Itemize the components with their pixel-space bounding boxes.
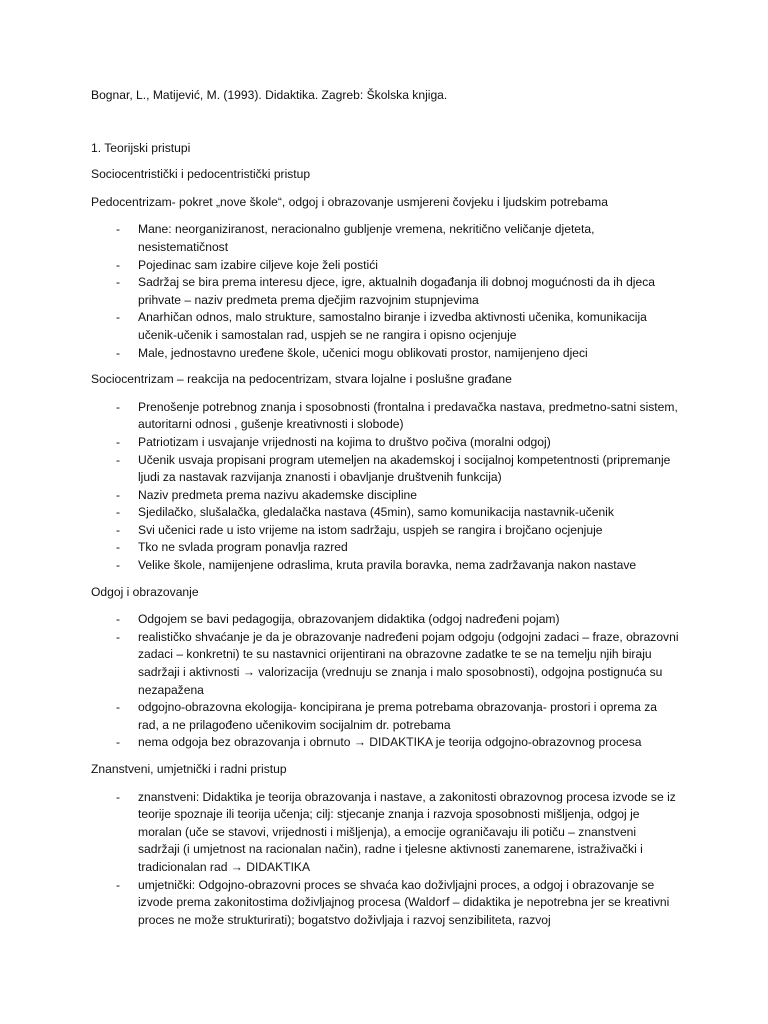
- pedocentrizam-list: [91, 221, 681, 362]
- list-item: [91, 221, 681, 256]
- list-item-text: Velike škole, namijenjene odraslima, kruta pravila boravka, nema zadržavanja nakon nastave: [138, 558, 637, 573]
- sociocentrizam-list: [91, 399, 681, 575]
- list-item-text: Naziv predmeta prema nazivu akademske discipline: [138, 487, 417, 502]
- list-item-text: realističko shvaćanje je da je obrazovanje nadređeni pojam odgoju (odgojni zadaci – fraze, obrazovni zadaci – konkretni) te su nastavnici orijentirani na obrazovne zadatke te se na temelju njih biraju sadržaji i aktivnosti → valorizacija (vrednuju se znanja i malo sposobnosti), odgojna postignuća su nezapažena: [138, 629, 679, 697]
- list-item-text: Mane: neorganiziranost, neracionalno gubljenje vremena, nekritično veličanje djeteta, nesistematičnost: [138, 222, 595, 254]
- list-item: [91, 345, 681, 363]
- list-item: [91, 434, 681, 452]
- pristupi-list: [91, 789, 681, 930]
- list-item-text: Odgojem se bavi pedagogija, obrazovanjem didaktika (odgoj nadređeni pojam): [138, 612, 560, 627]
- list-item: [91, 522, 681, 540]
- list-marker: -: [116, 789, 121, 804]
- list-item: [91, 629, 681, 699]
- list-item-text: odgojno-obrazovna ekologija- koncipirana je prema potrebama obrazovanja- prostori i oprema za rad, a ne prilagođeno učenikovim socijalnim dr. potrebama: [138, 700, 657, 732]
- list-item: [91, 399, 681, 434]
- list-item-text: Pojedinac sam izabire ciljeve koje želi postići: [138, 257, 378, 272]
- list-item: [91, 487, 681, 505]
- list-item: [91, 611, 681, 629]
- list-item-text: Anarhičan odnos, malo strukture, samostalno biranje i izvedba aktivnosti učenika, komunikacija učenik-učenik i samostalan rad, uspjeh se ne rangira i opisno ocjenjuje: [138, 310, 647, 342]
- document-body: [91, 87, 681, 938]
- list-item-text: znanstveni: Didaktika je teorija obrazovanja i nastave, a zakonitosti obrazovnog procesa izvode se iz teorije spoznaje ili teorija učenja; cilj: stjecanje znanja i razvoja sposobnosti mišljenja, odgoj je moralan (uče se stavovi, vrijednosti i mišljenja), a emocije ograničavaju ili potiču – znanstveni sadržaji (i umjetnost na racionalan način), radne i tjelesne aktivnosti zanemarene, istraživački i tradicionalan rad → DIDAKTIKA: [138, 789, 676, 874]
- list-marker: -: [116, 257, 121, 272]
- list-item: [91, 452, 681, 487]
- list-item: [91, 877, 681, 930]
- list-item-text: Svi učenici rade u isto vrijeme na istom sadržaju, uspjeh se rangira i brojčano ocjenjuje: [138, 522, 603, 537]
- list-marker: -: [116, 700, 121, 715]
- list-item: [91, 309, 681, 344]
- section-heading: 1. Teorijski pristupi: [91, 140, 191, 155]
- list-marker: -: [116, 452, 121, 467]
- list-item: [91, 557, 681, 575]
- list-item: [91, 789, 681, 877]
- list-item: [91, 734, 681, 752]
- list-item-text: nema odgoja bez obrazovanja i obrnuto → DIDAKTIKA je teorija odgojno-obrazovnog procesa: [138, 735, 642, 750]
- list-item: [91, 274, 681, 309]
- list-marker: -: [116, 540, 121, 555]
- citation: Bognar, L., Matijević, M. (1993). Didaktika. Zagreb: Školska knjiga.: [91, 88, 448, 102]
- spacer: [91, 105, 681, 140]
- list-marker: -: [116, 522, 121, 537]
- list-marker: -: [116, 735, 121, 750]
- list-item-text: Tko ne svlada program ponavlja razred: [138, 540, 348, 555]
- list-marker: -: [116, 612, 121, 627]
- list-item-text: Male, jednostavno uređene škole, učenici mogu oblikovati prostor, namijenjeno djeci: [138, 345, 588, 360]
- subheading: Sociocentristički i pedocentristički pristup: [91, 167, 311, 182]
- list-item-text: Sadržaj se bira prema interesu djece, igre, aktualnih događanja ili dobnoj mogućnosti da ih djeca prihvate – naziv predmeta prema dječjim razvojnim stupnjevima: [138, 275, 655, 307]
- list-marker: -: [116, 345, 121, 360]
- list-marker: -: [116, 487, 121, 502]
- list-item-text: Prenošenje potrebnog znanja i sposobnosti (frontalna i predavačka nastava, predmetno-satni sistem, autoritarni odnosi , gušenje kreativnosti i slobode): [138, 399, 678, 432]
- list-item-text: Sjedilačko, slušalačka, gledalačka nastava (45min), samo komunikacija nastavnik-učenik: [138, 505, 614, 520]
- list-item: [91, 699, 681, 734]
- list-marker: -: [116, 310, 121, 325]
- list-marker: -: [116, 399, 121, 414]
- pedocentrizam-intro: Pedocentrizam- pokret „nove škole“, odgoj i obrazovanje usmjereni čovjeku i ljudskim potrebama: [91, 194, 608, 209]
- list-item: [91, 539, 681, 557]
- list-item-text: Patriotizam i usvajanje vrijednosti na kojima to društvo počiva (moralni odgoj): [138, 434, 551, 449]
- list-marker: -: [116, 275, 121, 290]
- list-item: [91, 257, 681, 275]
- list-marker: -: [116, 434, 121, 449]
- odgoj-heading: Odgoj i obrazovanje: [91, 584, 199, 599]
- pristupi-heading: Znanstveni, umjetnički i radni pristup: [91, 762, 287, 776]
- list-item: [91, 504, 681, 522]
- list-item-text: Učenik usvaja propisani program utemeljen na akademskoj i socijalnoj kompetentnosti (pripremanje ljudi za nastavak razvijanja znanosti i obavljanje društvenih funkcija): [138, 452, 671, 485]
- list-item-text: umjetnički: Odgojno-obrazovni proces se shvaća kao doživljajni proces, a odgoj i obrazovanje se izvode prema zakonitostima doživljajnog procesa (Waldorf – didaktika je nepotrebna jer se kreativni proces ne može strukturirati); bogatstvo doživljaja i razvoj senzibiliteta, razvoj: [138, 877, 670, 927]
- list-marker: -: [116, 222, 121, 237]
- list-marker: -: [116, 558, 121, 573]
- list-marker: -: [116, 629, 121, 644]
- sociocentrizam-intro: Sociocentrizam – reakcija na pedocentrizam, stvara lojalne i poslušne građane: [91, 372, 512, 387]
- list-marker: -: [116, 877, 121, 892]
- list-marker: -: [116, 505, 121, 520]
- odgoj-list: [91, 611, 681, 752]
